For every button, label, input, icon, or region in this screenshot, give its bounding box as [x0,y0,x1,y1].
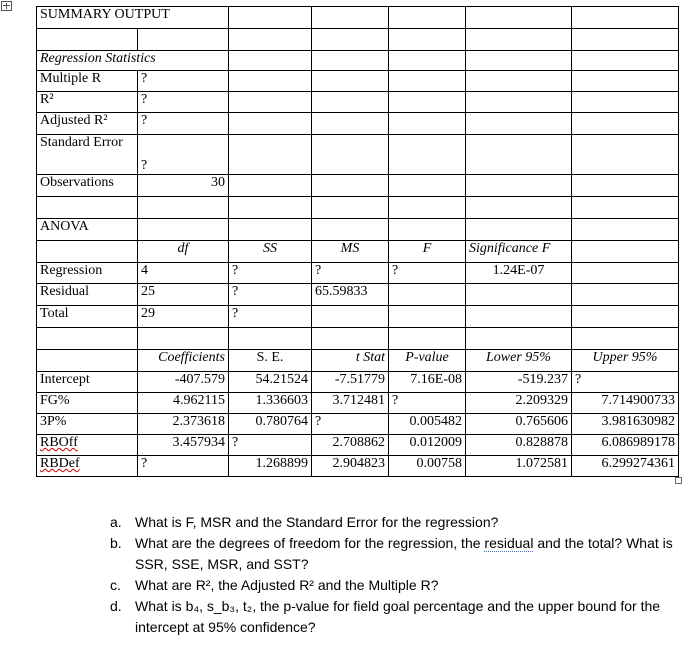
anova-title: ANOVA [37,219,138,241]
table-row [37,350,679,372]
table-resize-handle-icon[interactable] [675,477,682,484]
coef-tstat: 2.708862 [312,435,389,456]
anova-row-label: Total [37,306,138,328]
coef-value: 2.373618 [138,414,229,435]
coef-header-tstat: t Stat [312,350,389,372]
coef-upper95: 6.299274361 [572,456,679,477]
coef-se: 1.336603 [229,393,312,414]
list-item [110,596,695,638]
anova-header-significance-f: Significance F [466,241,572,263]
table-row [37,284,679,306]
coef-lower95: 1.072581 [466,456,572,477]
question-text [135,535,673,572]
table-row [37,435,679,456]
coef-tstat: -7.51779 [312,372,389,393]
table-row [37,197,679,219]
list-item [110,575,695,596]
table-row [37,51,679,71]
coef-header-lower95: Lower 95% [466,350,572,372]
coef-row-label [37,435,138,456]
anova-df: 25 [138,284,229,306]
stat-label: R² [37,92,138,113]
coef-upper95: 7.714900733 [572,393,679,414]
question-list [110,512,695,638]
regression-statistics-title: Regression Statistics [37,51,229,71]
coef-pvalue: ? [389,393,466,414]
coef-tstat: 2.904823 [312,456,389,477]
table-row [37,263,679,284]
table-row [37,306,679,328]
coef-lower95: 0.828878 [466,435,572,456]
question-marker: a. [110,514,122,530]
summary-title: SUMMARY OUTPUT [37,7,229,29]
coef-pvalue: 0.012009 [389,435,466,456]
question-text: What is F, MSR and the Standard Error for the regression? [135,514,499,530]
coef-header-upper95: Upper 95% [572,350,679,372]
coef-row-label: FG% [37,393,138,414]
stat-value: ? [138,92,229,113]
coef-value: 4.962115 [138,393,229,414]
anova-significance: 1.24E-07 [466,263,572,284]
anova-df: 4 [138,263,229,284]
question-marker: b. [110,535,122,551]
question-marker: d. [110,598,122,614]
coef-header-se: S. E. [229,350,312,372]
coef-pvalue: 0.005482 [389,414,466,435]
table-row [37,29,679,51]
table-row [37,456,679,477]
anova-header-ms: MS [312,241,389,263]
table-row [37,92,679,113]
anova-f [389,306,466,328]
table-row [37,135,679,175]
coef-row-label: Intercept [37,372,138,393]
question-marker: c. [110,577,121,593]
coef-tstat: 3.712481 [312,393,389,414]
anova-ss: ? [229,284,312,306]
table-row [37,175,679,197]
stat-value: 30 [138,175,229,197]
coef-pvalue: 7.16E-08 [389,372,466,393]
coef-upper95: 6.086989178 [572,435,679,456]
coef-se: ? [229,435,312,456]
coef-value: 3.457934 [138,435,229,456]
coef-row-label [37,456,138,477]
coef-se: 0.780764 [229,414,312,435]
list-item [110,512,695,533]
coef-se: 54.21524 [229,372,312,393]
coef-lower95: -519.237 [466,372,572,393]
stat-value: ? [138,135,229,175]
table-row [37,393,679,414]
coef-upper95: ? [572,372,679,393]
anova-row-label: Residual [37,284,138,306]
coef-pvalue: 0.00758 [389,456,466,477]
stat-label: Adjusted R² [37,113,138,135]
stat-value: ? [138,71,229,92]
spellcheck-word: RBDef [40,456,80,471]
spellcheck-word: RBOff [40,435,78,450]
coef-lower95: 2.209329 [466,393,572,414]
table-row [37,372,679,393]
coef-value: -407.579 [138,372,229,393]
question-text: What are R², the Adjusted R² and the Multiple R? [135,577,439,593]
anova-header-df: df [138,241,229,263]
anova-f [389,284,466,306]
anova-header-f: F [389,241,466,263]
anova-row-label: Regression [37,263,138,284]
anova-ms: 65.59833 [312,284,389,306]
anova-ss: ? [229,263,312,284]
table-row [37,219,679,241]
coef-row-label: 3P% [37,414,138,435]
stat-label: Multiple R [37,71,138,92]
table-move-handle-icon[interactable] [1,1,12,11]
table-row [37,241,679,263]
coef-value: ? [138,456,229,477]
list-item [110,533,695,575]
coef-lower95: 0.765606 [466,414,572,435]
table-row [37,113,679,135]
anova-df: 29 [138,306,229,328]
anova-ss: ? [229,306,312,328]
question-text: What is b₄, s_b₃, t₂, the p-value for field goal percentage and the upper bound for the intercept at 95% confidence? [135,598,661,635]
question-text-part: What are the degrees of freedom for the regression, the [135,535,485,551]
question-text-part: and the total? What is SSR, SSE, MSR, and SST? [135,535,673,572]
coef-se: 1.268899 [229,456,312,477]
coef-tstat: ? [312,414,389,435]
anova-significance [466,306,572,328]
table-row [37,71,679,92]
anova-ms: ? [312,263,389,284]
coef-header-pvalue: P-value [389,350,466,372]
anova-ms [312,306,389,328]
stat-label: Observations [37,175,138,197]
table-row [37,328,679,350]
coef-upper95: 3.981630982 [572,414,679,435]
anova-f: ? [389,263,466,284]
grammar-flag-word: residual [484,535,534,551]
anova-header-ss: SS [229,241,312,263]
regression-output-table [36,6,679,477]
stat-label: Standard Error [37,135,138,175]
table-row [37,414,679,435]
coef-header-coefficients: Coefficients [138,350,229,372]
table-row [37,7,679,29]
stat-value: ? [138,113,229,135]
anova-significance [466,284,572,306]
